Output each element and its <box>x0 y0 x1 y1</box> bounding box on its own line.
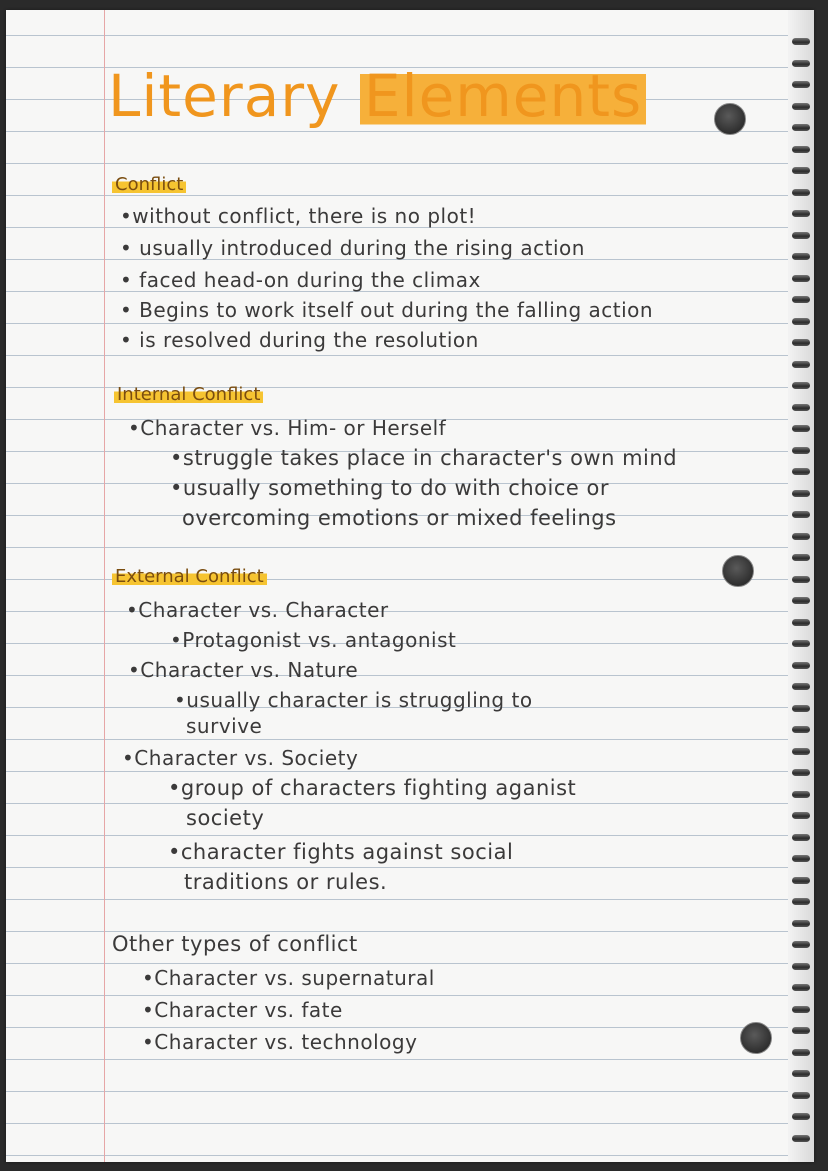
spiral-coil <box>792 683 810 690</box>
note-line: •Character vs. Society <box>122 746 359 770</box>
note-line: • Begins to work itself out during the falling action <box>120 298 654 322</box>
spiral-coil <box>792 1027 810 1034</box>
spiral-coil <box>792 898 810 905</box>
spiral-coil <box>792 640 810 647</box>
spiral-coil <box>792 339 810 346</box>
note-line: •Character vs. technology <box>142 1030 418 1054</box>
spiral-coil <box>792 275 810 282</box>
spiral-coil <box>792 533 810 540</box>
note-line: • is resolved during the resolution <box>120 328 479 352</box>
spiral-coil <box>792 447 810 454</box>
spiral-coil <box>792 791 810 798</box>
punch-hole-top <box>714 103 746 135</box>
spiral-coil <box>792 941 810 948</box>
note-line: survive <box>186 714 263 738</box>
note-line: •Protagonist vs. antagonist <box>170 628 457 652</box>
spiral-coil <box>792 662 810 669</box>
spiral-coil <box>792 619 810 626</box>
spiral-coil <box>792 468 810 475</box>
spiral-coil <box>792 232 810 239</box>
page-title <box>108 62 646 130</box>
spiral-coil <box>792 920 810 927</box>
note-line: •Character vs. supernatural <box>142 966 435 990</box>
note-line: •Character vs. Him- or Herself <box>128 416 447 440</box>
spiral-coil <box>792 425 810 432</box>
spiral-coil <box>792 38 810 45</box>
spiral-coil <box>792 576 810 583</box>
spiral-coil <box>792 877 810 884</box>
spiral-coil <box>792 769 810 776</box>
spiral-coil <box>792 124 810 131</box>
spiral-coil <box>792 167 810 174</box>
note-line: society <box>186 806 265 830</box>
spiral-coil <box>792 189 810 196</box>
note-line: •Character vs. Character <box>126 598 389 622</box>
spiral-coil <box>792 318 810 325</box>
spiral-coil <box>792 296 810 303</box>
spiral-coil <box>792 382 810 389</box>
title-word-literary: Literary <box>108 62 341 130</box>
spiral-coil <box>792 1135 810 1142</box>
spiral-coil <box>792 726 810 733</box>
spiral-coil <box>792 1113 810 1120</box>
spiral-coil <box>792 1070 810 1077</box>
spiral-coil <box>792 812 810 819</box>
heading-internal-conflict: Internal Conflict <box>114 384 263 405</box>
spiral-coil <box>792 597 810 604</box>
note-line: •group of characters fighting aganist <box>168 776 577 800</box>
note-line: •without conflict, there is no plot! <box>120 204 477 228</box>
spiral-coil <box>792 963 810 970</box>
note-line: overcoming emotions or mixed feelings <box>182 506 617 530</box>
spiral-binding <box>788 10 814 1162</box>
note-line: •usually character is struggling to <box>174 688 533 712</box>
spiral-coil <box>792 1092 810 1099</box>
note-line: • usually introduced during the rising action <box>120 236 585 260</box>
heading-conflict: Conflict <box>112 174 186 195</box>
spiral-coil <box>792 1006 810 1013</box>
note-line: •character fights against social <box>168 840 514 864</box>
spiral-coil <box>792 361 810 368</box>
note-line: •struggle takes place in character's own mind <box>170 446 678 470</box>
notebook-page <box>6 10 814 1162</box>
spiral-coil <box>792 705 810 712</box>
spiral-coil <box>792 60 810 67</box>
spiral-coil <box>792 748 810 755</box>
spiral-coil <box>792 511 810 518</box>
margin-line <box>104 10 105 1162</box>
note-line: •Character vs. fate <box>142 998 343 1022</box>
spiral-coil <box>792 834 810 841</box>
spiral-coil <box>792 855 810 862</box>
heading-external-conflict: External Conflict <box>112 566 267 587</box>
heading-other-types: Other types of conflict <box>112 932 358 956</box>
spiral-coil <box>792 554 810 561</box>
spiral-coil <box>792 1049 810 1056</box>
note-line: •Character vs. Nature <box>128 658 359 682</box>
spiral-coil <box>792 210 810 217</box>
note-line: traditions or rules. <box>184 870 388 894</box>
spiral-coil <box>792 146 810 153</box>
spiral-coil <box>792 253 810 260</box>
spiral-coil <box>792 984 810 991</box>
spiral-coil <box>792 404 810 411</box>
note-line: • faced head-on during the climax <box>120 268 481 292</box>
note-line: •usually something to do with choice or <box>170 476 609 500</box>
punch-hole-middle <box>722 555 754 587</box>
spiral-coil <box>792 103 810 110</box>
spiral-coil <box>792 81 810 88</box>
title-word-elements: Elements <box>360 62 646 130</box>
spiral-coil <box>792 490 810 497</box>
punch-hole-bottom <box>740 1022 772 1054</box>
